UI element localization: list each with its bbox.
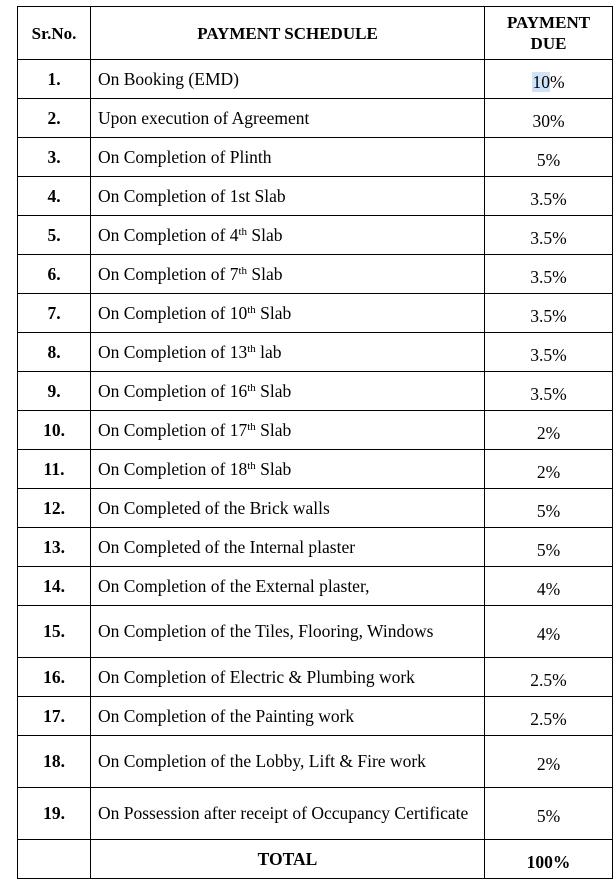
row-description-text: On Completion of 17 bbox=[98, 419, 248, 440]
row-description-text: On Completion of Plinth bbox=[98, 146, 272, 167]
row-payment-due bbox=[485, 658, 613, 697]
table-row bbox=[18, 333, 613, 372]
table-row bbox=[18, 138, 613, 177]
row-description-text: On Completion of the Painting work bbox=[98, 705, 355, 726]
table-row bbox=[18, 255, 613, 294]
row-payment-due-value bbox=[532, 72, 564, 92]
payment-schedule-table bbox=[17, 6, 613, 879]
row-description bbox=[91, 528, 485, 567]
row-description bbox=[91, 567, 485, 606]
row-description-text: Upon execution of Agreement bbox=[98, 107, 310, 128]
row-description-suffix: Slab bbox=[247, 224, 283, 245]
header-sr-no: Sr.No. bbox=[18, 7, 91, 60]
row-payment-due bbox=[485, 372, 613, 411]
row-sr-no: 2. bbox=[18, 99, 91, 138]
row-payment-due bbox=[485, 528, 613, 567]
row-sr-no: 16. bbox=[18, 658, 91, 697]
row-payment-due-value: 5% bbox=[536, 539, 561, 560]
table-row bbox=[18, 450, 613, 489]
row-description-suffix: Slab bbox=[255, 458, 292, 479]
row-description-suffix: lab bbox=[255, 341, 282, 362]
row-payment-due-value: 4% bbox=[536, 578, 561, 599]
row-ordinal-suffix: th bbox=[238, 225, 248, 238]
row-payment-due-value: 2% bbox=[536, 461, 561, 482]
table-row bbox=[18, 567, 613, 606]
row-description-suffix: Slab bbox=[255, 302, 292, 323]
row-description-text: On Completed of the Brick walls bbox=[98, 497, 330, 518]
total-label: TOTAL bbox=[91, 840, 485, 879]
row-sr-no: 10. bbox=[18, 411, 91, 450]
header-payment-schedule: PAYMENT SCHEDULE bbox=[91, 7, 485, 60]
row-payment-due bbox=[485, 788, 613, 840]
row-ordinal-suffix: th bbox=[247, 420, 256, 433]
row-description-suffix: Slab bbox=[247, 263, 283, 284]
table-row bbox=[18, 528, 613, 567]
row-payment-due bbox=[485, 567, 613, 606]
total-empty-cell bbox=[18, 840, 91, 879]
row-description bbox=[91, 697, 485, 736]
row-sr-no: 12. bbox=[18, 489, 91, 528]
row-sr-no: 6. bbox=[18, 255, 91, 294]
row-description bbox=[91, 788, 485, 840]
row-description-text: On Completion of the Tiles, Flooring, Windows bbox=[98, 621, 434, 641]
selection-highlight: 10 bbox=[532, 71, 550, 92]
row-description bbox=[91, 294, 485, 333]
row-description bbox=[91, 216, 485, 255]
row-description bbox=[91, 450, 485, 489]
row-sr-no: 15. bbox=[18, 606, 91, 658]
row-description bbox=[91, 658, 485, 697]
row-description bbox=[91, 255, 485, 294]
header-payment-due bbox=[485, 7, 613, 60]
row-description bbox=[91, 138, 485, 177]
total-row bbox=[18, 840, 613, 879]
row-payment-due bbox=[485, 606, 613, 658]
table-row bbox=[18, 60, 613, 99]
row-payment-due bbox=[485, 255, 613, 294]
table-row bbox=[18, 99, 613, 138]
row-description-text: On Completion of the Lobby, Lift & Fire work bbox=[98, 751, 426, 771]
row-sr-no: 5. bbox=[18, 216, 91, 255]
row-sr-no: 13. bbox=[18, 528, 91, 567]
table-row bbox=[18, 658, 613, 697]
row-description-text: On Completed of the Internal plaster bbox=[98, 536, 356, 557]
row-sr-no: 11. bbox=[18, 450, 91, 489]
row-payment-due bbox=[485, 216, 613, 255]
row-description-text: On Completion of 7 bbox=[98, 263, 239, 284]
row-sr-no: 3. bbox=[18, 138, 91, 177]
row-payment-due bbox=[485, 333, 613, 372]
schedule-rows bbox=[18, 60, 613, 840]
row-payment-due-value: 5% bbox=[536, 149, 561, 170]
row-sr-no: 4. bbox=[18, 177, 91, 216]
header-payment-due-line2: DUE bbox=[530, 34, 567, 53]
row-payment-due-value: 3.5% bbox=[530, 188, 567, 209]
row-description-suffix: Slab bbox=[255, 380, 292, 401]
row-payment-due bbox=[485, 489, 613, 528]
row-description-text: On Completion of 1st Slab bbox=[98, 185, 286, 206]
table-row bbox=[18, 606, 613, 658]
row-description bbox=[91, 60, 485, 99]
row-description-suffix: Slab bbox=[255, 419, 292, 440]
header-row bbox=[18, 7, 613, 60]
row-ordinal-suffix: th bbox=[247, 342, 256, 355]
row-payment-due-value: 3.5% bbox=[530, 227, 567, 248]
row-payment-due-value: 3.5% bbox=[530, 344, 567, 365]
row-payment-due bbox=[485, 411, 613, 450]
row-description-text: On Completion of the External plaster, bbox=[98, 575, 370, 596]
row-description-text: On Possession after receipt of Occupancy Certificate bbox=[98, 803, 469, 823]
row-payment-due bbox=[485, 99, 613, 138]
table-row bbox=[18, 697, 613, 736]
row-sr-no: 17. bbox=[18, 697, 91, 736]
row-payment-due-value: 3.5% bbox=[530, 266, 567, 287]
row-sr-no: 1. bbox=[18, 60, 91, 99]
row-description-text: On Completion of 18 bbox=[98, 458, 248, 479]
table-row bbox=[18, 372, 613, 411]
row-ordinal-suffix: th bbox=[247, 459, 256, 472]
table-row bbox=[18, 216, 613, 255]
row-payment-due-value: 30% bbox=[532, 110, 565, 131]
table-row bbox=[18, 788, 613, 840]
row-payment-due bbox=[485, 177, 613, 216]
header-payment-due-line1: PAYMENT bbox=[506, 13, 591, 32]
row-payment-due-value: 5% bbox=[536, 806, 561, 826]
row-sr-no: 9. bbox=[18, 372, 91, 411]
row-payment-due bbox=[485, 138, 613, 177]
row-sr-no: 7. bbox=[18, 294, 91, 333]
row-description bbox=[91, 333, 485, 372]
row-description-text: On Completion of 4 bbox=[98, 224, 239, 245]
row-description bbox=[91, 99, 485, 138]
row-description bbox=[91, 411, 485, 450]
row-payment-due bbox=[485, 60, 613, 99]
row-description-text: On Completion of 10 bbox=[98, 302, 248, 323]
row-payment-due-value: 2% bbox=[536, 422, 561, 443]
row-description-text: On Booking (EMD) bbox=[98, 68, 239, 89]
row-payment-due-value: 3.5% bbox=[530, 383, 567, 404]
row-description bbox=[91, 606, 485, 658]
table-row bbox=[18, 411, 613, 450]
row-ordinal-suffix: th bbox=[238, 264, 248, 277]
row-sr-no: 18. bbox=[18, 736, 91, 788]
row-description-text: On Completion of 13 bbox=[98, 341, 248, 362]
row-payment-due bbox=[485, 450, 613, 489]
row-payment-due-value: 3.5% bbox=[530, 305, 567, 326]
row-payment-due-value: 5% bbox=[536, 500, 561, 521]
table-row bbox=[18, 294, 613, 333]
row-sr-no: 8. bbox=[18, 333, 91, 372]
row-payment-due bbox=[485, 736, 613, 788]
row-sr-no: 19. bbox=[18, 788, 91, 840]
row-description-text: On Completion of Electric & Plumbing work bbox=[98, 666, 415, 687]
row-ordinal-suffix: th bbox=[247, 381, 256, 394]
row-payment-due-value: 2% bbox=[536, 754, 561, 774]
row-payment-due-value: 2.5% bbox=[530, 669, 567, 690]
table-row bbox=[18, 736, 613, 788]
row-description bbox=[91, 736, 485, 788]
row-payment-due-unit: % bbox=[549, 71, 565, 92]
row-ordinal-suffix: th bbox=[247, 303, 256, 316]
row-payment-due bbox=[485, 697, 613, 736]
total-value: 100% bbox=[485, 840, 613, 879]
row-description bbox=[91, 372, 485, 411]
row-sr-no: 14. bbox=[18, 567, 91, 606]
row-description-text: On Completion of 16 bbox=[98, 380, 248, 401]
table-row bbox=[18, 177, 613, 216]
row-payment-due-value: 4% bbox=[536, 624, 561, 644]
row-payment-due-value: 2.5% bbox=[530, 708, 567, 729]
row-description bbox=[91, 489, 485, 528]
row-payment-due bbox=[485, 294, 613, 333]
row-description bbox=[91, 177, 485, 216]
table-row bbox=[18, 489, 613, 528]
